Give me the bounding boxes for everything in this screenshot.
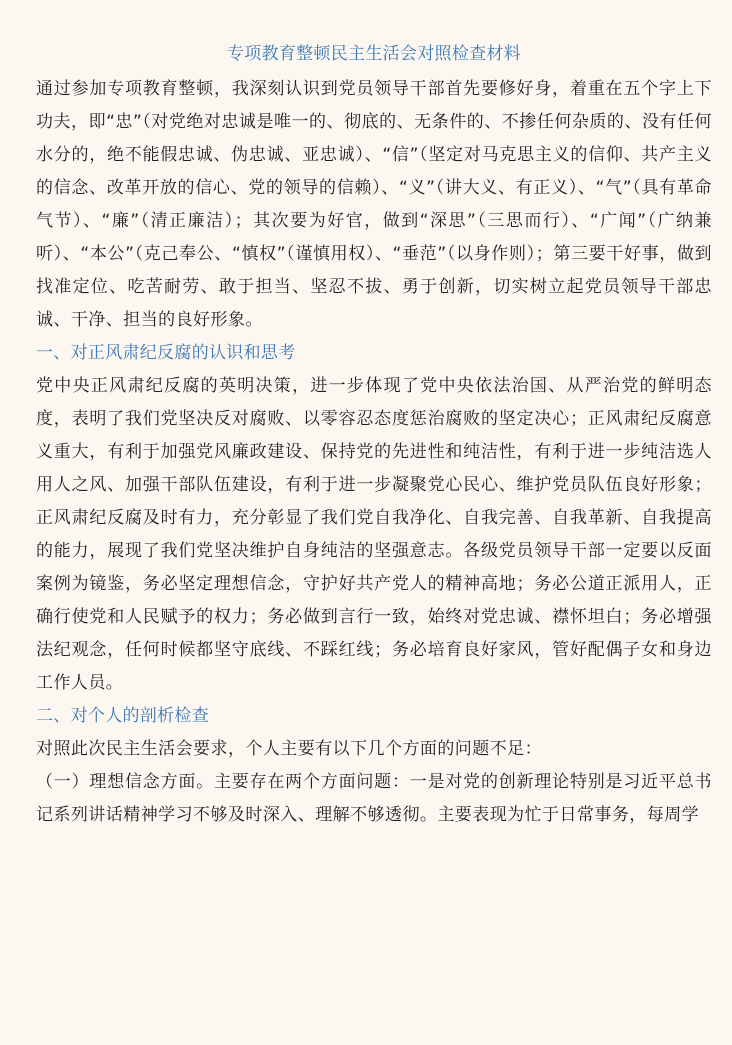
section-1-paragraph: 党中央正风肃纪反腐的英明决策，进一步体现了党中央依法治国、从严治党的鲜明态度，表明了我们党坚决反对腐败、以零容忍态度惩治腐败的坚定决心；正风肃纪反腐意义重大，有利于加强党风廉政建设、保持党的先进性和纯洁性，有利于进一步纯洁选人用人之风、加强干部队伍建设，有利于进一步凝聚党心民心、维护党员队伍良好形象；正风肃纪反腐及时有力，充分彰显了我们党自我净化、自我完善、自我革新、自我提高的能力，展现了我们党坚决维护自身纯洁的坚强意志。各级党员领导干部一定要以反面案例为镜鉴，务必坚定理想信念，守护好共产党人的精神高地；务必公道正派用人，正确行使党和人民赋予的权力；务必做到言行一致，始终对党忠诚、襟怀坦白；务必增强法纪观念，任何时候都坚守底线、不踩红线；务必培育良好家风，管好配偶子女和身边工作人员。 — [36, 376, 712, 693]
section-2-paragraph: 对照此次民主生活会要求，个人主要有以下几个方面的问题不足： — [36, 739, 543, 759]
section-heading-2: 二、对个人的剖析检查 — [36, 706, 209, 726]
document-title: 专项教育整顿民主生活会对照检查材料 — [226, 44, 522, 64]
section-heading-1: 一、对正风肃纪反腐的认识和思考 — [36, 343, 296, 363]
intro-paragraph: 通过参加专项教育整顿，我深刻认识到党员领导干部首先要修好身，着重在五个字上下功夫，即“忠”（对党绝对忠诚是唯一的、彻底的、无条件的、不掺任何杂质的、没有任何水分的，绝不能假忠诚、伪忠诚、亚忠诚）、“信”（坚定对马克思主义的信仰、共产主义的信念、改革开放的信心、党的领导的信赖）、“义”（讲大义、有正义）、“气”（具有革命气节）、“廉”（清正廉洁）；其次要为好官，做到“深思”（三思而行）、“广闻”（广纳兼听）、“本公”（克己奉公、“慎权”（谨慎用权）、“垂范”（以身作则）；第三要干好事，做到找准定位、吃苦耐劳、敢于担当、坚忍不拔、勇于创新，切实树立起党员领导干部忠诚、干净、担当的良好形象。 — [36, 79, 712, 330]
section-2-item-1-paragraph: （一）理想信念方面。主要存在两个方面问题：一是对党的创新理论特别是习近平总书记系列讲话精神学习不够及时深入、理解不够透彻。主要表现为忙于日常事务，每周学 — [36, 772, 712, 825]
